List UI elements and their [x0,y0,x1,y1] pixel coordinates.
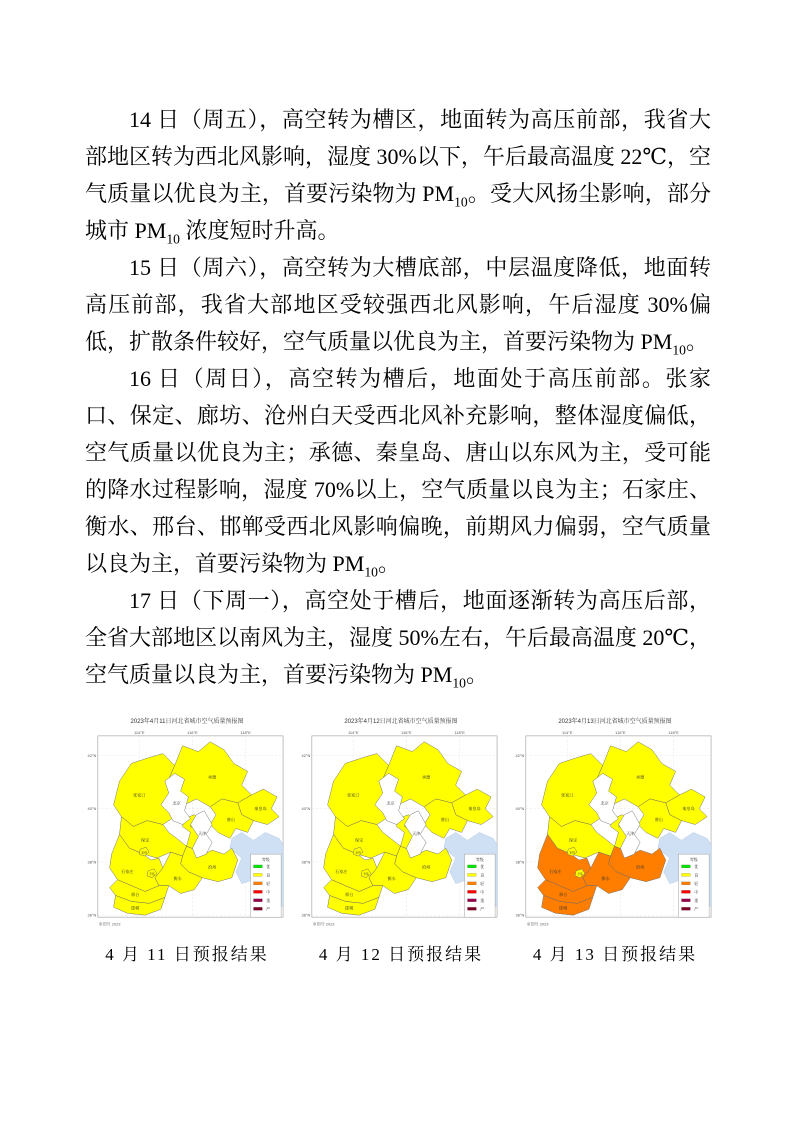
svg-text:张家口: 张家口 [133,792,146,798]
svg-text:118°E: 118°E [240,729,251,735]
svg-text:114°E: 114°E [347,729,359,735]
svg-text:中: 中 [266,889,271,895]
svg-text:严: 严 [480,906,485,912]
svg-text:轻: 轻 [266,880,271,886]
svg-text:等级: 等级 [261,857,270,863]
svg-text:张家口: 张家口 [347,792,360,798]
svg-text:天津: 天津 [412,830,421,836]
hebei-aqi-map-apr12 [300,728,502,928]
svg-text:邢台: 邢台 [345,891,354,897]
svg-text:天津: 天津 [626,830,635,836]
legend-swatch-3 [468,890,477,893]
svg-text:沧州: 沧州 [635,864,645,870]
svg-text:良: 良 [694,872,699,878]
svg-text:118°E: 118°E [668,729,679,735]
map-title: 2023年4月12日河北省城市空气质量预报图 [344,719,458,725]
svg-text:中: 中 [480,889,485,895]
svg-text:邯郸: 邯郸 [559,905,568,911]
svg-text:承德: 承德 [207,774,217,780]
svg-text:辛集: 辛集 [363,873,369,877]
svg-text:北京: 北京 [600,800,609,806]
svg-text:唐山: 唐山 [226,817,235,823]
legend-swatch-0 [254,865,263,868]
svg-text:辛集: 辛集 [577,873,583,877]
svg-text:114°E: 114°E [561,729,573,735]
svg-text:36°N: 36°N [515,912,525,918]
aqi-map-svg [514,728,716,928]
svg-text:42°N: 42°N [301,752,311,758]
svg-text:沧州: 沧州 [421,864,431,870]
svg-text:沧州: 沧州 [207,864,217,870]
legend-swatch-1 [254,873,263,876]
svg-text:38°N: 38°N [301,859,311,865]
aqi-map-svg [86,728,288,928]
svg-text:优: 优 [480,863,485,869]
svg-text:审图号 2023: 审图号 2023 [98,921,121,927]
svg-text:定州: 定州 [355,851,361,855]
svg-text:石家庄: 石家庄 [121,869,134,875]
svg-text:邢台: 邢台 [131,891,140,897]
svg-text:衡水: 衡水 [173,876,182,882]
svg-text:审图号 2023: 审图号 2023 [526,921,549,927]
svg-text:秦皇岛: 秦皇岛 [468,806,481,812]
svg-text:优: 优 [694,863,699,869]
svg-text:116°E: 116°E [187,729,198,735]
legend-swatch-3 [254,890,263,893]
svg-text:保定: 保定 [354,837,364,843]
svg-text:40°N: 40°N [301,806,311,812]
svg-text:中: 中 [694,889,699,895]
svg-text:轻: 轻 [480,880,485,886]
hebei-aqi-map-apr13 [514,728,716,928]
svg-text:良: 良 [480,872,485,878]
map-caption: 4 月 12 日预报结果 [318,945,484,964]
svg-text:衡水: 衡水 [387,876,396,882]
svg-text:严: 严 [694,906,699,912]
svg-text:良: 良 [266,872,271,878]
svg-text:邢台: 邢台 [559,891,568,897]
legend-swatch-2 [254,882,263,885]
hebei-aqi-map-apr11 [86,728,288,928]
svg-text:石家庄: 石家庄 [335,869,348,875]
legend-swatch-1 [468,873,477,876]
svg-text:38°N: 38°N [515,859,525,865]
svg-text:重: 重 [480,897,485,903]
legend-swatch-4 [468,899,477,902]
legend-swatch-4 [254,899,263,902]
aqi-map-svg [300,728,502,928]
svg-text:40°N: 40°N [515,806,525,812]
legend-swatch-0 [682,865,691,868]
svg-text:唐山: 唐山 [654,817,663,823]
legend-swatch-2 [682,882,691,885]
forecast-text-block [85,101,711,693]
svg-text:衡水: 衡水 [601,876,610,882]
svg-text:114°E: 114°E [133,729,145,735]
svg-text:定州: 定州 [569,851,575,855]
svg-text:承德: 承德 [421,774,431,780]
svg-text:严: 严 [266,906,271,912]
svg-text:秦皇岛: 秦皇岛 [254,806,267,812]
svg-text:等级: 等级 [689,857,698,863]
svg-text:保定: 保定 [568,837,578,843]
svg-text:116°E: 116°E [401,729,412,735]
svg-text:唐山: 唐山 [440,817,449,823]
svg-text:42°N: 42°N [87,752,97,758]
map-title: 2023年4月13日河北省城市空气质量预报图 [558,719,672,725]
map-caption: 4 月 13 日预报结果 [532,945,698,964]
map-figure-apr12 [299,716,503,965]
svg-text:重: 重 [694,897,699,903]
svg-text:邯郸: 邯郸 [131,905,140,911]
legend-swatch-5 [254,907,263,910]
forecast-paragraph-day15: 15 日（周六），高空转为大槽底部，中层温度降低，地面转高压前部，我省大部地区受较强西北风影响，午后湿度 30%偏低，扩散条件较好，空气质量以优良为主，首要污染物为 $PM_{10}$。 [85,255,711,358]
svg-text:38°N: 38°N [87,859,97,865]
map-title: 2023年4月11日河北省城市空气质量预报图 [130,719,244,725]
legend-swatch-0 [468,865,477,868]
svg-text:118°E: 118°E [454,729,465,735]
svg-text:邯郸: 邯郸 [345,905,354,911]
forecast-paragraph-day17: 17 日（下周一），高空处于槽后，地面逐渐转为高压后部，全省大部地区以南风为主，湿度 50%左右，午后最高温度 20℃，空气质量以良为主，首要污染物为 $PM_{10}$。 [85,588,711,691]
map-figure-apr11 [85,716,289,965]
svg-text:保定: 保定 [140,837,150,843]
svg-text:北京: 北京 [386,800,395,806]
map-caption: 4 月 11 日预报结果 [105,945,269,964]
legend-swatch-1 [682,873,691,876]
svg-text:天津: 天津 [198,830,207,836]
svg-text:40°N: 40°N [87,806,97,812]
svg-text:36°N: 36°N [301,912,311,918]
svg-text:石家庄: 石家庄 [549,869,562,875]
svg-text:张家口: 张家口 [561,792,574,798]
svg-text:36°N: 36°N [87,912,97,918]
svg-text:定州: 定州 [141,851,147,855]
svg-text:辛集: 辛集 [149,873,155,877]
legend-swatch-3 [682,890,691,893]
svg-text:116°E: 116°E [615,729,626,735]
svg-text:轻: 轻 [694,880,699,886]
legend-swatch-5 [682,907,691,910]
legend-swatch-5 [468,907,477,910]
svg-text:优: 优 [266,863,271,869]
legend-swatch-2 [468,882,477,885]
svg-text:北京: 北京 [172,800,181,806]
svg-text:等级: 等级 [475,857,484,863]
forecast-paragraph-day16: 16 日（周日），高空转为槽后，地面处于高压前部。张家口、保定、廊坊、沧州白天受西北风补充影响，整体湿度偏低，空气质量以优良为主；承德、秦皇岛、唐山以东风为主，受可能的降水过程影响，湿度 70%以上，空气质量以良为主；石家庄、衡水、邢台、邯郸受西北风影响偏晚，前期风力偏弱，空气质量以良为主，首要污染物为 $PM_{10}$。 [85,366,712,580]
forecast-paragraph-day14: 14 日（周五），高空转为槽区，地面转为高压前部，我省大部地区转为西北风影响，湿度 30%以下，午后最高温度 22℃，空气质量以优良为主，首要污染物为 $PM_{10}$。受大风扬尘影响，部分城市 $PM_{10}$ 浓度短时升高。 [85,107,711,247]
svg-text:审图号 2023: 审图号 2023 [312,921,335,927]
svg-text:承德: 承德 [635,774,645,780]
legend-swatch-4 [682,899,691,902]
svg-text:秦皇岛: 秦皇岛 [682,806,695,812]
svg-text:42°N: 42°N [515,752,525,758]
svg-text:重: 重 [266,897,271,903]
forecast-maps-row [85,716,717,965]
map-figure-apr13 [513,716,717,965]
